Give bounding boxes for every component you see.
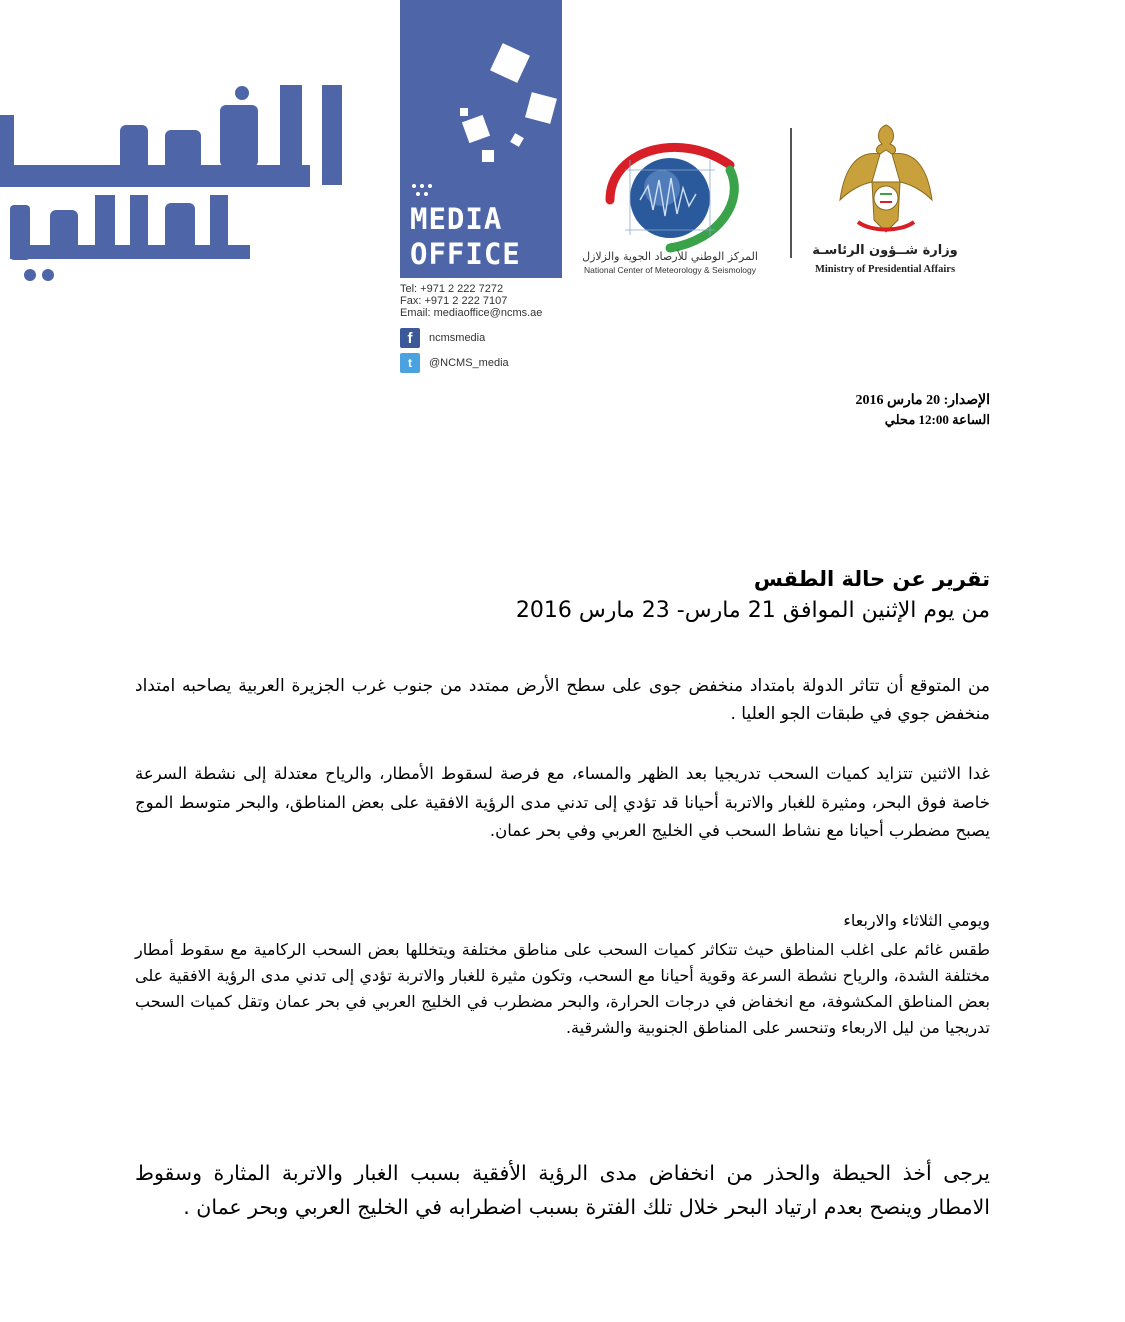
paragraph-monday: غدا الاثنين تتزايد كميات السحب تدريجيا بعد الظهر والمساء، مع فرصة لسقوط الأمطار، والرياح معتدلة إلى نشطة السرعة خاصة فوق البحر، ومثيرة للغبار والاتربة أحيانا قد تؤدي إلى تدني مدى الرؤية الافقية على بعض المناطق، والبحر متوسط الموج يصبح مضطرب أحيانا مع نشاط السحب في الخليج العربي وفي بحر عمان. [135, 764, 990, 840]
media-office-logo-box [400, 0, 562, 278]
contact-fax: Fax: +971 2 222 7107 [400, 295, 508, 307]
ncms-globe-icon [590, 130, 750, 255]
ministry-name-english: Ministry of Presidential Affairs [814, 264, 956, 275]
twitter-handle: @NCMS_media [429, 357, 509, 369]
contact-email[interactable]: Email: mediaoffice@ncms.ae [400, 307, 543, 319]
twitter-link[interactable] [400, 352, 509, 374]
ncms-name-arabic: المركز الوطني للأرصاد الجوية والزلازل [582, 250, 758, 263]
media-office-arabic-wordmark [0, 85, 400, 290]
logo-divider [790, 128, 792, 258]
paragraph-overview: من المتوقع أن تتاثر الدولة بامتداد منخفض جوى على سطح الأرض ممتدد من جنوب غرب الجزيرة العربية يصاحبه امتداد منخفض جوي في طبقات الجو العليا . [135, 676, 990, 724]
report-period: من يوم الإثنين الموافق 21 مارس- 23 مارس 2016 [515, 598, 990, 623]
uae-emblem-icon [836, 120, 936, 240]
facebook-link[interactable] [400, 327, 485, 349]
issue-date: الإصدار: 20 مارس 2016 [855, 393, 990, 408]
ministry-name-arabic: وزارة شــؤون الرئاسـة [812, 243, 958, 258]
media-office-label-line2: OFFICE [410, 237, 521, 271]
paragraph-tue-wed: طقس غائم على اغلب المناطق حيث تتكاثر كميات السحب على مناطق مختلفة ويتخللها بعض السحب الركامية مع سقوط أمطار مختلفة الشدة، والرياح نشطة السرعة وقوية أحيانا مع السحب، وتكون مثيرة للغبار والاتربة تؤدي إلى تدني مدى الرؤية الافقية على بعض المناطق المكشوفة، مع انخفاض في درجات الحرارة، والبحر مضطرب في الخليج العربي في بحر عمان وتقل كميات السحب تدريجيا من ليل الاربعاء وتنحسر على المناطق الجنوبية والشرقية. [135, 940, 990, 1037]
warning-paragraph: يرجى أخذ الحيطة والحذر من انخفاض مدى الرؤية الأفقية بسبب الغبار والاتربة المثارة وسقوط الامطار وينصح بعدم ارتياد البحر خلال تلك الفترة بسبب اضطرابه في الخليج العربي وبحر عمان . [135, 1161, 990, 1219]
media-office-label-line1: MEDIA [410, 202, 503, 236]
facebook-handle: ncmsmedia [429, 332, 486, 344]
ncms-name-english: National Center of Meteorology & Seismology [584, 265, 756, 275]
contact-details [400, 283, 542, 319]
paragraph-tue-wed-heading: ويومي الثلاثاء والاربعاء [843, 911, 990, 930]
contact-tel: Tel: +971 2 222 7272 [400, 283, 504, 295]
facebook-icon: f [400, 328, 420, 348]
report-title: تقرير عن حالة الطقس [753, 567, 990, 591]
issue-time: الساعة 12:00 محلي [884, 412, 990, 427]
twitter-icon: t [400, 353, 420, 373]
